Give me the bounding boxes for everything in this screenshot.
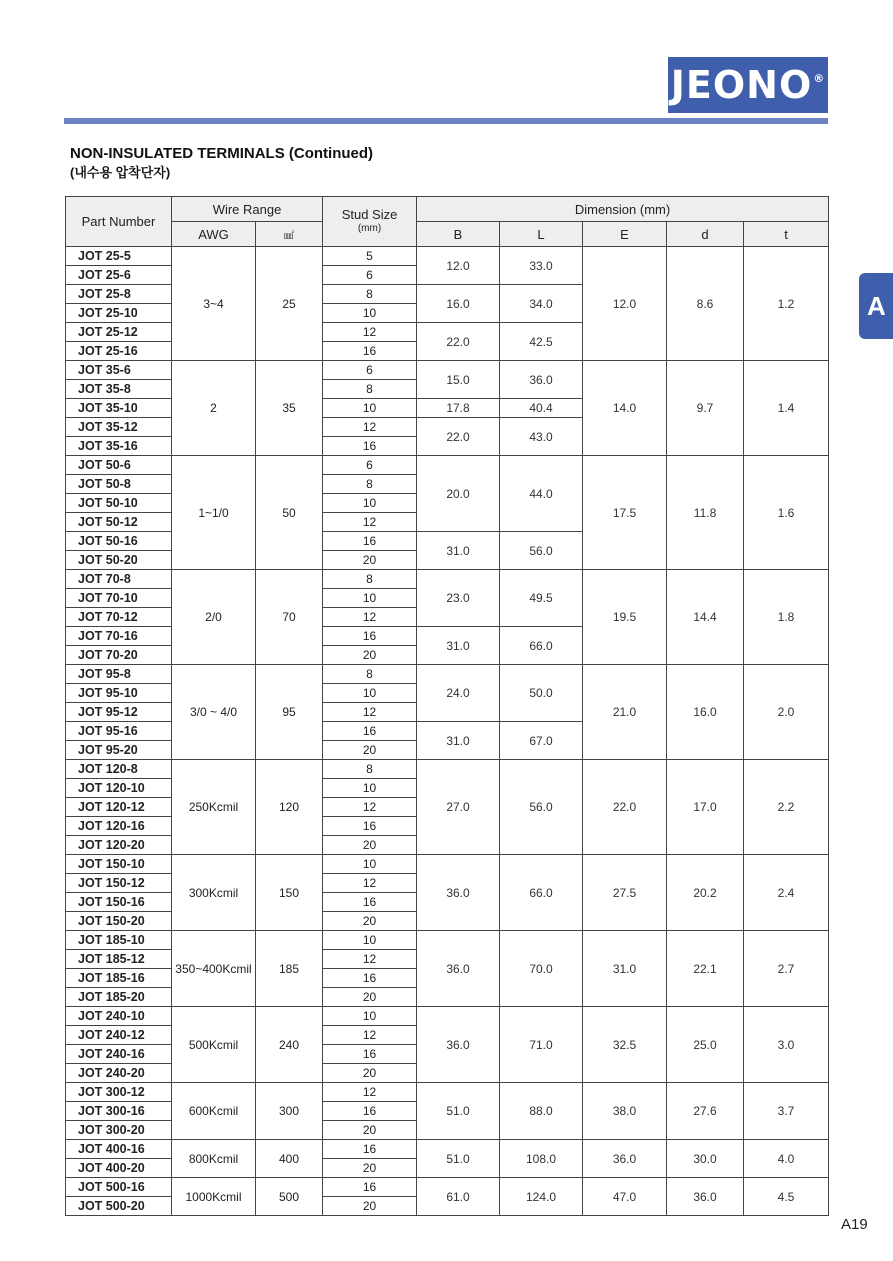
stud-size: 12 bbox=[323, 874, 417, 893]
part-number: JOT 35-10 bbox=[66, 399, 172, 418]
dim-d-value: 20.2 bbox=[667, 855, 744, 931]
table-row bbox=[66, 1140, 829, 1159]
stud-size: 10 bbox=[323, 399, 417, 418]
stud-size: 10 bbox=[323, 779, 417, 798]
stud-size: 12 bbox=[323, 608, 417, 627]
dim-b-value: 51.0 bbox=[417, 1083, 500, 1140]
dim-t-value: 2.4 bbox=[744, 855, 829, 931]
part-number: JOT 50-6 bbox=[66, 456, 172, 475]
dim-d-value: 11.8 bbox=[667, 456, 744, 570]
part-number: JOT 50-8 bbox=[66, 475, 172, 494]
dim-l-value: 34.0 bbox=[500, 285, 583, 323]
stud-size: 6 bbox=[323, 361, 417, 380]
mm2-value: 240 bbox=[256, 1007, 323, 1083]
t-header: t bbox=[744, 222, 829, 247]
registered-mark: ® bbox=[813, 72, 826, 85]
stud-size: 8 bbox=[323, 665, 417, 684]
part-number: JOT 185-12 bbox=[66, 950, 172, 969]
stud-size: 10 bbox=[323, 304, 417, 323]
dim-b-value: 24.0 bbox=[417, 665, 500, 722]
dim-t-value: 1.2 bbox=[744, 247, 829, 361]
dim-b-value: 27.0 bbox=[417, 760, 500, 855]
dim-t-value: 3.7 bbox=[744, 1083, 829, 1140]
part-number: JOT 70-12 bbox=[66, 608, 172, 627]
e-header: E bbox=[583, 222, 667, 247]
dim-l-value: 33.0 bbox=[500, 247, 583, 285]
dim-e-value: 21.0 bbox=[583, 665, 667, 760]
stud-size: 8 bbox=[323, 760, 417, 779]
stud-size: 10 bbox=[323, 684, 417, 703]
stud-size: 12 bbox=[323, 950, 417, 969]
part-number: JOT 95-8 bbox=[66, 665, 172, 684]
table-row bbox=[66, 760, 829, 779]
dim-d-value: 14.4 bbox=[667, 570, 744, 665]
dim-d-value: 22.1 bbox=[667, 931, 744, 1007]
dim-l-value: 124.0 bbox=[500, 1178, 583, 1216]
dim-t-value: 1.4 bbox=[744, 361, 829, 456]
dim-e-value: 22.0 bbox=[583, 760, 667, 855]
stud-size: 5 bbox=[323, 247, 417, 266]
stud-size: 10 bbox=[323, 589, 417, 608]
dim-l-value: 88.0 bbox=[500, 1083, 583, 1140]
stud-size: 6 bbox=[323, 456, 417, 475]
part-number: JOT 70-20 bbox=[66, 646, 172, 665]
part-number: JOT 500-16 bbox=[66, 1178, 172, 1197]
stud-size: 20 bbox=[323, 1159, 417, 1178]
part-number: JOT 300-16 bbox=[66, 1102, 172, 1121]
mm2-value: 25 bbox=[256, 247, 323, 361]
spec-table-body bbox=[66, 247, 829, 1216]
dim-l-value: 50.0 bbox=[500, 665, 583, 722]
mm2-value: 150 bbox=[256, 855, 323, 931]
dim-d-value: 30.0 bbox=[667, 1140, 744, 1178]
stud-size: 10 bbox=[323, 855, 417, 874]
dim-l-value: 66.0 bbox=[500, 627, 583, 665]
dim-b-value: 31.0 bbox=[417, 722, 500, 760]
dim-b-value: 36.0 bbox=[417, 855, 500, 931]
part-number: JOT 300-20 bbox=[66, 1121, 172, 1140]
stud-size: 20 bbox=[323, 1064, 417, 1083]
dim-d-value: 36.0 bbox=[667, 1178, 744, 1216]
awg-header: AWG bbox=[172, 222, 256, 247]
stud-size: 8 bbox=[323, 570, 417, 589]
dim-l-value: 49.5 bbox=[500, 570, 583, 627]
part-number: JOT 70-10 bbox=[66, 589, 172, 608]
dim-b-value: 61.0 bbox=[417, 1178, 500, 1216]
table-row bbox=[66, 570, 829, 589]
stud-size: 20 bbox=[323, 836, 417, 855]
mm2-value: 35 bbox=[256, 361, 323, 456]
dim-l-value: 56.0 bbox=[500, 532, 583, 570]
part-number: JOT 50-10 bbox=[66, 494, 172, 513]
dim-t-value: 3.0 bbox=[744, 1007, 829, 1083]
stud-size: 6 bbox=[323, 266, 417, 285]
d-header: d bbox=[667, 222, 744, 247]
dim-d-value: 25.0 bbox=[667, 1007, 744, 1083]
stud-size: 8 bbox=[323, 285, 417, 304]
part-number: JOT 95-16 bbox=[66, 722, 172, 741]
dim-l-value: 36.0 bbox=[500, 361, 583, 399]
dim-b-value: 17.8 bbox=[417, 399, 500, 418]
page-title: NON-INSULATED TERMINALS (Continued) bbox=[70, 145, 374, 162]
stud-size: 12 bbox=[323, 1026, 417, 1045]
part-number: JOT 240-16 bbox=[66, 1045, 172, 1064]
mm2-value: 120 bbox=[256, 760, 323, 855]
dim-t-value: 2.7 bbox=[744, 931, 829, 1007]
table-row bbox=[66, 247, 829, 266]
dim-b-value: 31.0 bbox=[417, 627, 500, 665]
dim-b-value: 36.0 bbox=[417, 1007, 500, 1083]
part-number: JOT 25-5 bbox=[66, 247, 172, 266]
part-number: JOT 185-10 bbox=[66, 931, 172, 950]
dim-l-value: 71.0 bbox=[500, 1007, 583, 1083]
dim-e-value: 14.0 bbox=[583, 361, 667, 456]
dim-d-value: 9.7 bbox=[667, 361, 744, 456]
dim-e-value: 32.5 bbox=[583, 1007, 667, 1083]
dim-l-value: 43.0 bbox=[500, 418, 583, 456]
dim-t-value: 2.0 bbox=[744, 665, 829, 760]
dim-e-value: 12.0 bbox=[583, 247, 667, 361]
awg-value: 1~1/0 bbox=[172, 456, 256, 570]
stud-size: 20 bbox=[323, 551, 417, 570]
part-number: JOT 185-16 bbox=[66, 969, 172, 988]
table-row bbox=[66, 1083, 829, 1102]
dim-e-value: 17.5 bbox=[583, 456, 667, 570]
brand-name: JEONO bbox=[670, 63, 813, 107]
part-number: JOT 120-12 bbox=[66, 798, 172, 817]
awg-value: 2/0 bbox=[172, 570, 256, 665]
part-number-header: Part Number bbox=[66, 197, 172, 247]
stud-size: 12 bbox=[323, 1083, 417, 1102]
mm2-value: 300 bbox=[256, 1083, 323, 1140]
part-number: JOT 25-12 bbox=[66, 323, 172, 342]
stud-size: 16 bbox=[323, 342, 417, 361]
page-number: A19 bbox=[841, 1216, 868, 1233]
stud-size: 16 bbox=[323, 969, 417, 988]
dim-l-value: 40.4 bbox=[500, 399, 583, 418]
stud-size: 20 bbox=[323, 741, 417, 760]
stud-size: 20 bbox=[323, 1197, 417, 1216]
part-number: JOT 70-8 bbox=[66, 570, 172, 589]
mm2-value: 500 bbox=[256, 1178, 323, 1216]
awg-value: 600Kcmil bbox=[172, 1083, 256, 1140]
part-number: JOT 95-20 bbox=[66, 741, 172, 760]
stud-size: 20 bbox=[323, 912, 417, 931]
stud-size: 10 bbox=[323, 1007, 417, 1026]
stud-size: 10 bbox=[323, 931, 417, 950]
mm2-value: 400 bbox=[256, 1140, 323, 1178]
header-rule bbox=[64, 118, 828, 124]
part-number: JOT 70-16 bbox=[66, 627, 172, 646]
mm2-value: 95 bbox=[256, 665, 323, 760]
dim-d-value: 8.6 bbox=[667, 247, 744, 361]
stud-size: 12 bbox=[323, 703, 417, 722]
part-number: JOT 240-12 bbox=[66, 1026, 172, 1045]
stud-size: 16 bbox=[323, 1178, 417, 1197]
stud-size: 12 bbox=[323, 418, 417, 437]
part-number: JOT 240-10 bbox=[66, 1007, 172, 1026]
table-row bbox=[66, 1007, 829, 1026]
stud-size: 16 bbox=[323, 1140, 417, 1159]
dim-d-value: 17.0 bbox=[667, 760, 744, 855]
stud-size: 16 bbox=[323, 893, 417, 912]
part-number: JOT 120-20 bbox=[66, 836, 172, 855]
part-number: JOT 95-10 bbox=[66, 684, 172, 703]
dim-l-value: 108.0 bbox=[500, 1140, 583, 1178]
table-row bbox=[66, 361, 829, 380]
mm2-value: 70 bbox=[256, 570, 323, 665]
dim-t-value: 4.0 bbox=[744, 1140, 829, 1178]
stud-size: 12 bbox=[323, 513, 417, 532]
table-row bbox=[66, 456, 829, 475]
stud-size: 16 bbox=[323, 532, 417, 551]
wire-range-header: Wire Range bbox=[172, 197, 323, 222]
table-row bbox=[66, 931, 829, 950]
dim-e-value: 31.0 bbox=[583, 931, 667, 1007]
stud-size: 8 bbox=[323, 475, 417, 494]
part-number: JOT 25-10 bbox=[66, 304, 172, 323]
part-number: JOT 35-8 bbox=[66, 380, 172, 399]
part-number: JOT 50-20 bbox=[66, 551, 172, 570]
stud-size: 8 bbox=[323, 380, 417, 399]
part-number: JOT 35-6 bbox=[66, 361, 172, 380]
part-number: JOT 400-20 bbox=[66, 1159, 172, 1178]
dim-b-value: 15.0 bbox=[417, 361, 500, 399]
stud-size: 12 bbox=[323, 323, 417, 342]
awg-value: 350~400Kcmil bbox=[172, 931, 256, 1007]
dim-b-value: 36.0 bbox=[417, 931, 500, 1007]
part-number: JOT 120-8 bbox=[66, 760, 172, 779]
stud-size-unit: (mm) bbox=[357, 222, 382, 234]
table-row bbox=[66, 1178, 829, 1197]
dim-b-value: 22.0 bbox=[417, 418, 500, 456]
dim-l-value: 42.5 bbox=[500, 323, 583, 361]
part-number: JOT 150-20 bbox=[66, 912, 172, 931]
awg-value: 2 bbox=[172, 361, 256, 456]
part-number: JOT 25-6 bbox=[66, 266, 172, 285]
l-header: L bbox=[500, 222, 583, 247]
dim-d-value: 27.6 bbox=[667, 1083, 744, 1140]
stud-size: 16 bbox=[323, 817, 417, 836]
dim-e-value: 47.0 bbox=[583, 1178, 667, 1216]
mm2-value: 50 bbox=[256, 456, 323, 570]
dim-d-value: 16.0 bbox=[667, 665, 744, 760]
stud-size: 20 bbox=[323, 988, 417, 1007]
part-number: JOT 35-12 bbox=[66, 418, 172, 437]
part-number: JOT 95-12 bbox=[66, 703, 172, 722]
dim-l-value: 44.0 bbox=[500, 456, 583, 532]
dim-t-value: 2.2 bbox=[744, 760, 829, 855]
table-row bbox=[66, 855, 829, 874]
stud-size: 16 bbox=[323, 722, 417, 741]
dim-e-value: 38.0 bbox=[583, 1083, 667, 1140]
part-number: JOT 150-12 bbox=[66, 874, 172, 893]
dim-l-value: 66.0 bbox=[500, 855, 583, 931]
dim-b-value: 20.0 bbox=[417, 456, 500, 532]
stud-size: 16 bbox=[323, 1045, 417, 1064]
part-number: JOT 400-16 bbox=[66, 1140, 172, 1159]
dim-b-value: 23.0 bbox=[417, 570, 500, 627]
dim-b-value: 16.0 bbox=[417, 285, 500, 323]
awg-value: 1000Kcmil bbox=[172, 1178, 256, 1216]
stud-size: 10 bbox=[323, 494, 417, 513]
dim-b-value: 12.0 bbox=[417, 247, 500, 285]
part-number: JOT 500-20 bbox=[66, 1197, 172, 1216]
dim-e-value: 27.5 bbox=[583, 855, 667, 931]
mm2-header: ㎟ bbox=[256, 222, 323, 247]
part-number: JOT 300-12 bbox=[66, 1083, 172, 1102]
dim-t-value: 1.8 bbox=[744, 570, 829, 665]
stud-size: 12 bbox=[323, 798, 417, 817]
dim-l-value: 56.0 bbox=[500, 760, 583, 855]
b-header: B bbox=[417, 222, 500, 247]
dim-l-value: 67.0 bbox=[500, 722, 583, 760]
dimension-header: Dimension (mm) bbox=[417, 197, 829, 222]
part-number: JOT 50-12 bbox=[66, 513, 172, 532]
part-number: JOT 150-16 bbox=[66, 893, 172, 912]
stud-size: 20 bbox=[323, 1121, 417, 1140]
mm2-value: 185 bbox=[256, 931, 323, 1007]
dim-e-value: 36.0 bbox=[583, 1140, 667, 1178]
part-number: JOT 150-10 bbox=[66, 855, 172, 874]
dim-l-value: 70.0 bbox=[500, 931, 583, 1007]
section-tab: A bbox=[859, 273, 893, 339]
awg-value: 250Kcmil bbox=[172, 760, 256, 855]
awg-value: 3~4 bbox=[172, 247, 256, 361]
part-number: JOT 120-10 bbox=[66, 779, 172, 798]
dim-e-value: 19.5 bbox=[583, 570, 667, 665]
awg-value: 800Kcmil bbox=[172, 1140, 256, 1178]
stud-size: 16 bbox=[323, 437, 417, 456]
part-number: JOT 185-20 bbox=[66, 988, 172, 1007]
stud-size: 20 bbox=[323, 646, 417, 665]
part-number: JOT 120-16 bbox=[66, 817, 172, 836]
part-number: JOT 240-20 bbox=[66, 1064, 172, 1083]
awg-value: 3/0 ~ 4/0 bbox=[172, 665, 256, 760]
stud-size-label: Stud Size bbox=[341, 206, 398, 222]
awg-value: 500Kcmil bbox=[172, 1007, 256, 1083]
stud-size-header bbox=[323, 197, 417, 247]
dim-t-value: 1.6 bbox=[744, 456, 829, 570]
dim-b-value: 22.0 bbox=[417, 323, 500, 361]
stud-size: 16 bbox=[323, 627, 417, 646]
dim-b-value: 51.0 bbox=[417, 1140, 500, 1178]
page-subtitle: (내수용 압착단자) bbox=[70, 165, 171, 180]
dim-b-value: 31.0 bbox=[417, 532, 500, 570]
awg-value: 300Kcmil bbox=[172, 855, 256, 931]
brand-logo bbox=[668, 57, 828, 113]
part-number: JOT 50-16 bbox=[66, 532, 172, 551]
part-number: JOT 25-8 bbox=[66, 285, 172, 304]
dim-t-value: 4.5 bbox=[744, 1178, 829, 1216]
part-number: JOT 35-16 bbox=[66, 437, 172, 456]
table-row bbox=[66, 665, 829, 684]
terminal-spec-table bbox=[65, 196, 829, 1216]
part-number: JOT 25-16 bbox=[66, 342, 172, 361]
stud-size: 16 bbox=[323, 1102, 417, 1121]
